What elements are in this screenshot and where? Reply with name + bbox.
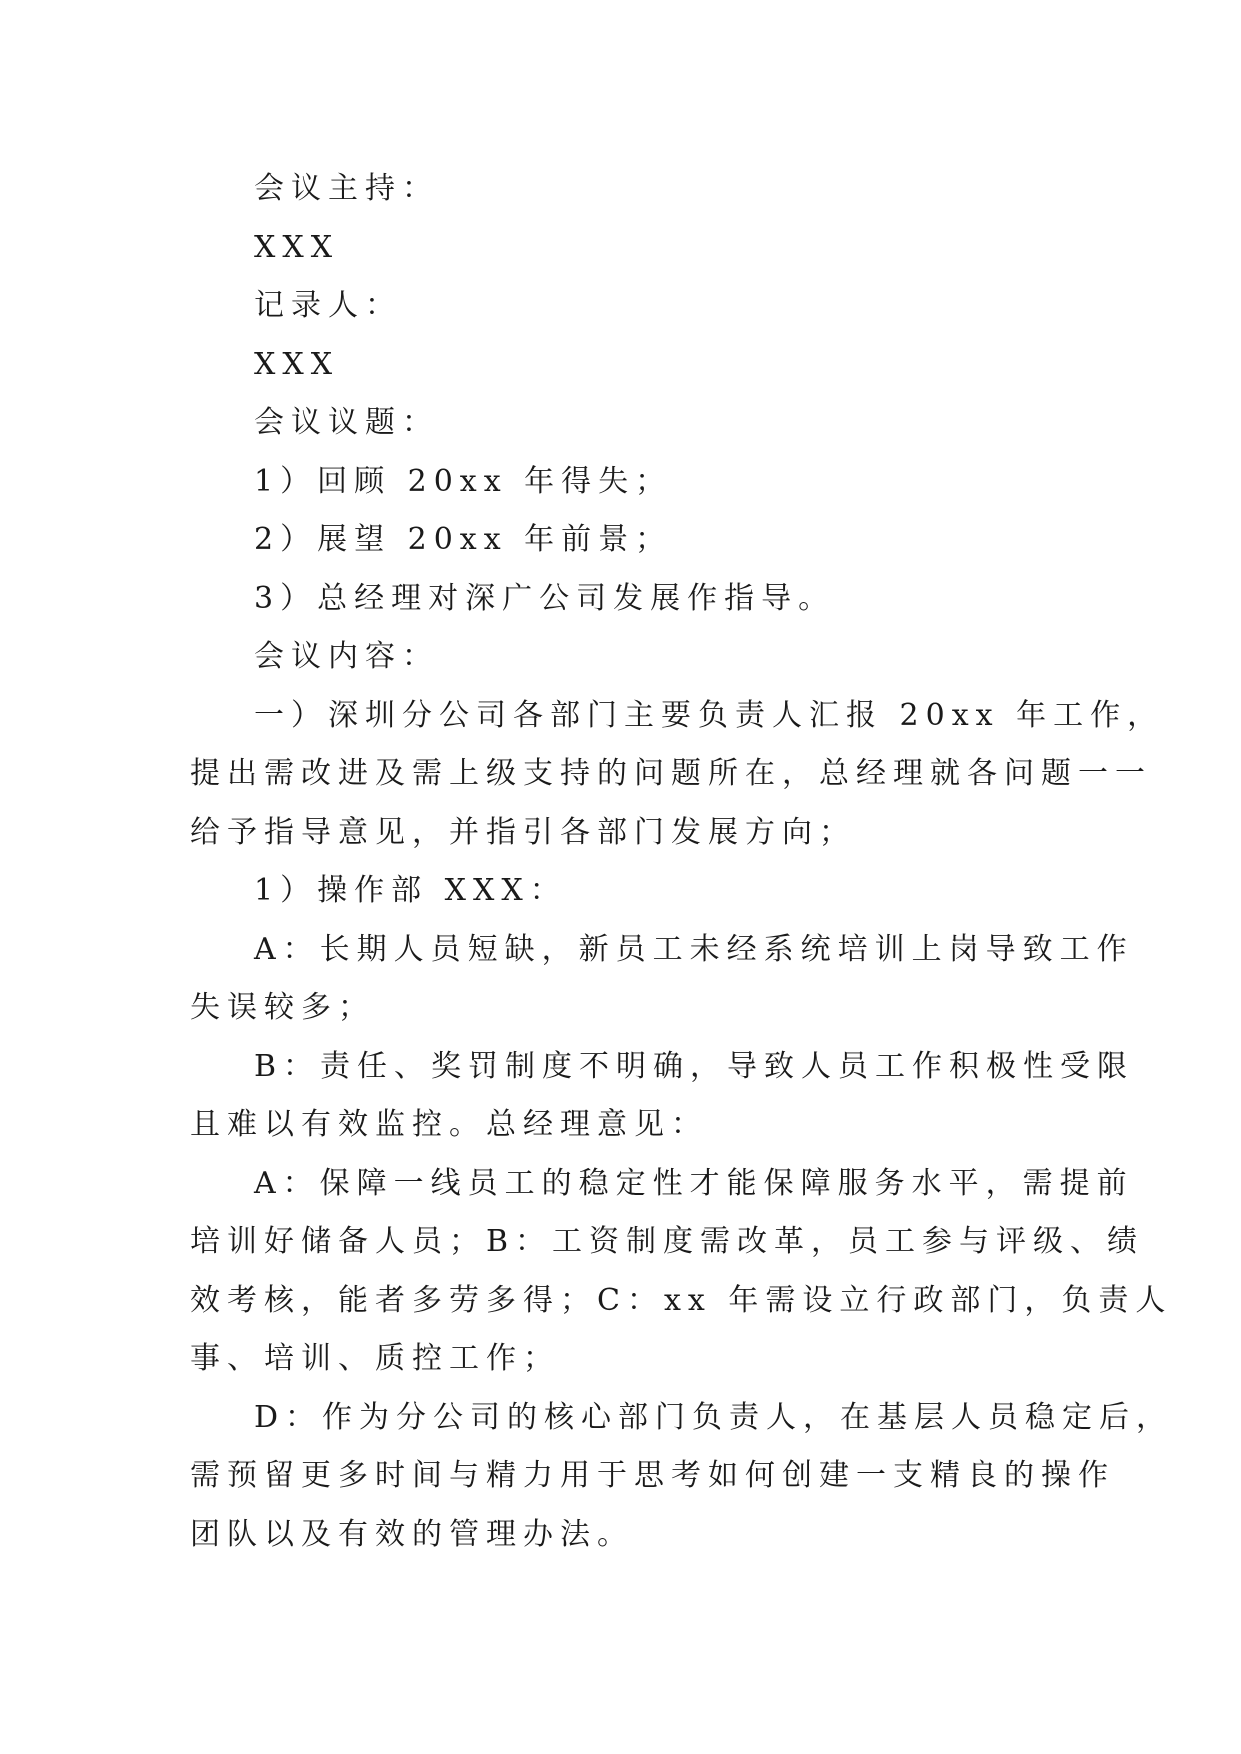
text-line: 1）回顾 20xx 年得失； xyxy=(254,463,673,499)
document-body xyxy=(190,160,1174,1564)
text-line: 效考核，能者多劳多得；C：xx 年需设立行政部门，负责人 xyxy=(190,1282,1173,1318)
text-line: 事、培训、质控工作； xyxy=(190,1341,560,1376)
text-line: 3）总经理对深广公司发展作指导。 xyxy=(254,580,836,616)
text-line: 1）操作部 XXX： xyxy=(254,873,567,908)
text-line: 给予指导意见，并指引各部门发展方向； xyxy=(190,814,856,850)
text-line: 提出需改进及需上级支持的问题所在，总经理就各问题一一 xyxy=(190,756,1152,791)
text-line: 记录人： xyxy=(254,288,402,323)
text-line: 会议议题： xyxy=(254,405,439,440)
text-line: A：长期人员短缺，新员工未经系统培训上岗导致工作 xyxy=(254,931,1134,967)
text-line: 培训好储备人员；B：工资制度需改革，员工参与评级、绩 xyxy=(190,1224,1145,1259)
text-line: 失误较多； xyxy=(190,990,375,1025)
text-line: A：保障一线员工的稳定性才能保障服务水平，需提前 xyxy=(254,1165,1134,1201)
text-line: 2）展望 20xx 年前景； xyxy=(254,522,673,557)
text-line: 一）深圳分公司各部门主要负责人汇报 20xx 年工作， xyxy=(254,697,1165,733)
text-line: B：责任、奖罚制度不明确，导致人员工作积极性受限 xyxy=(254,1048,1135,1084)
text-line: 且难以有效监控。总经理意见： xyxy=(190,1107,708,1142)
text-line: 需预留更多时间与精力用于思考如何创建一支精良的操作 xyxy=(190,1458,1115,1493)
text-line: XXX xyxy=(254,346,340,382)
text-line: 会议主持： xyxy=(254,171,439,206)
text-line: 团队以及有效的管理办法。 xyxy=(190,1516,634,1552)
text-line: D：作为分公司的核心部门负责人，在基层人员稳定后， xyxy=(254,1399,1174,1435)
text-line: 会议内容： xyxy=(254,639,439,674)
text-line: XXX xyxy=(254,229,340,265)
